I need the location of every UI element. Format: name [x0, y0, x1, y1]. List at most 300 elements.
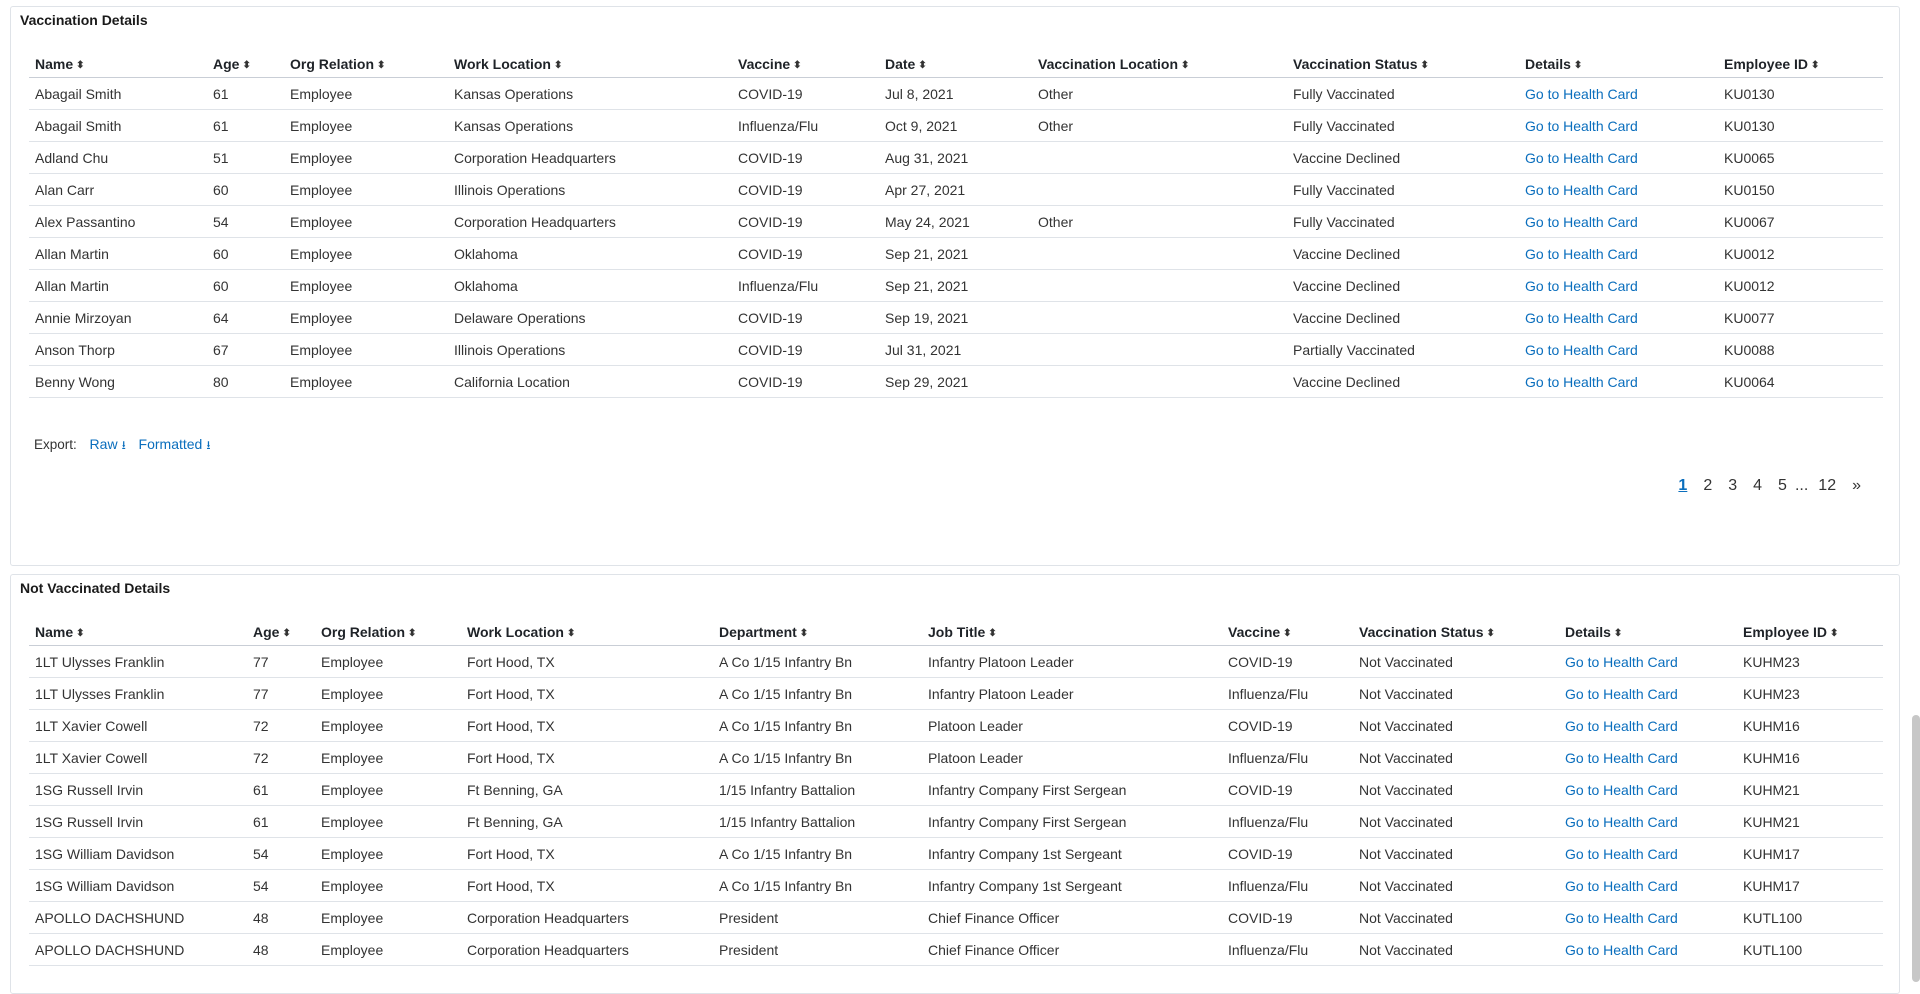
table-cell: 51 — [207, 142, 284, 174]
table-cell: 48 — [247, 934, 315, 966]
table-cell: Not Vaccinated — [1353, 774, 1559, 806]
export-formatted-label: Formatted — [138, 436, 203, 452]
table-row — [29, 366, 1883, 398]
table-cell: KU0067 — [1718, 206, 1883, 238]
table-cell: Employee — [284, 366, 448, 398]
table-cell: Employee — [315, 742, 461, 774]
table-cell: Fully Vaccinated — [1287, 78, 1519, 110]
column-header[interactable] — [247, 619, 315, 646]
table-cell: KU0130 — [1718, 78, 1883, 110]
table-cell: Sep 19, 2021 — [879, 302, 1032, 334]
table-cell: Not Vaccinated — [1353, 838, 1559, 870]
table-cell: Fort Hood, TX — [461, 710, 713, 742]
table-cell: 60 — [207, 174, 284, 206]
table-cell: Employee — [284, 206, 448, 238]
column-header-label: Name — [35, 56, 74, 72]
table-cell: Not Vaccinated — [1353, 902, 1559, 934]
table-cell: Fort Hood, TX — [461, 742, 713, 774]
table-cell: KU0012 — [1718, 270, 1883, 302]
pagination — [1670, 477, 1869, 495]
table-cell: Infantry Platoon Leader — [922, 646, 1222, 678]
table-cell: Employee — [284, 302, 448, 334]
sort-icon: ⬍ — [377, 59, 386, 71]
table-cell: Jul 8, 2021 — [879, 78, 1032, 110]
table-cell: 1/15 Infantry Battalion — [713, 806, 922, 838]
column-header[interactable] — [29, 51, 207, 78]
table-cell: Fully Vaccinated — [1287, 110, 1519, 142]
table-cell — [1032, 334, 1287, 366]
table-cell: A Co 1/15 Infantry Bn — [713, 742, 922, 774]
sort-icon: ⬍ — [799, 627, 809, 639]
health-card-link[interactable]: Go to Health Card — [1519, 270, 1718, 302]
table-cell: Fort Hood, TX — [461, 646, 713, 678]
table-cell: Other — [1032, 78, 1287, 110]
table-cell — [1032, 366, 1287, 398]
health-card-link[interactable]: Go to Health Card — [1519, 78, 1718, 110]
table-cell: 60 — [207, 238, 284, 270]
table-cell: Employee — [315, 678, 461, 710]
sort-icon: ⬍ — [1573, 59, 1583, 71]
table-cell: Employee — [284, 174, 448, 206]
table-cell: KUHM23 — [1737, 678, 1883, 710]
table-cell: A Co 1/15 Infantry Bn — [713, 838, 922, 870]
table-cell: 1LT Ulysses Franklin — [29, 678, 247, 710]
table-cell: A Co 1/15 Infantry Bn — [713, 646, 922, 678]
table-cell: Employee — [315, 774, 461, 806]
table-cell: 1SG William Davidson — [29, 870, 247, 902]
table-cell: Delaware Operations — [448, 302, 732, 334]
table-cell: 61 — [207, 110, 284, 142]
table-cell: COVID-19 — [1222, 902, 1353, 934]
pager-page[interactable]: 2 — [1703, 477, 1713, 494]
table-cell: Employee — [315, 646, 461, 678]
table-cell: Fully Vaccinated — [1287, 206, 1519, 238]
table-cell — [1032, 142, 1287, 174]
table-cell: COVID-19 — [1222, 646, 1353, 678]
table-cell: Sep 29, 2021 — [879, 366, 1032, 398]
table-cell: COVID-19 — [1222, 774, 1353, 806]
column-header-label: Work Location — [467, 624, 564, 640]
table-cell — [1032, 174, 1287, 206]
sort-icon: ⬍ — [918, 59, 927, 71]
table-cell: Alan Carr — [29, 174, 207, 206]
pager-ellipsis: ... — [1794, 477, 1809, 494]
table-cell: KUHM17 — [1737, 870, 1883, 902]
column-header[interactable] — [713, 619, 922, 646]
column-header[interactable] — [1353, 619, 1559, 646]
table-row — [29, 206, 1883, 238]
table-cell: COVID-19 — [732, 302, 879, 334]
table-cell: 1SG Russell Irvin — [29, 774, 247, 806]
sort-icon: ⬍ — [1613, 627, 1623, 639]
column-header[interactable] — [1559, 619, 1737, 646]
table-cell: KU0077 — [1718, 302, 1883, 334]
panel-title: Not Vaccinated Details — [20, 580, 171, 596]
health-card-link[interactable]: Go to Health Card — [1559, 934, 1737, 966]
table-cell: Infantry Company First Sergean — [922, 806, 1222, 838]
table-cell: Infantry Company 1st Sergeant — [922, 838, 1222, 870]
column-header-label: Name — [35, 624, 74, 640]
health-card-link[interactable]: Go to Health Card — [1559, 646, 1737, 678]
table-cell: Ft Benning, GA — [461, 774, 713, 806]
table-cell: Oklahoma — [448, 238, 732, 270]
table-row — [29, 302, 1883, 334]
table-cell: Influenza/Flu — [732, 270, 879, 302]
health-card-link[interactable]: Go to Health Card — [1559, 838, 1737, 870]
sort-icon: ⬍ — [1181, 59, 1190, 71]
table-cell: California Location — [448, 366, 732, 398]
export-formatted-link[interactable] — [139, 436, 211, 452]
health-card-link[interactable]: Go to Health Card — [1519, 174, 1718, 206]
table-cell: APOLLO DACHSHUND — [29, 902, 247, 934]
table-row — [29, 902, 1883, 934]
table-cell: Corporation Headquarters — [461, 902, 713, 934]
table-cell: 77 — [247, 678, 315, 710]
table-cell: Corporation Headquarters — [448, 206, 732, 238]
table-cell: Aug 31, 2021 — [879, 142, 1032, 174]
pager-page[interactable]: 1 — [1678, 477, 1688, 494]
table-cell: COVID-19 — [732, 334, 879, 366]
health-card-link[interactable]: Go to Health Card — [1559, 806, 1737, 838]
table-row — [29, 678, 1883, 710]
sort-icon: ⬍ — [1283, 627, 1292, 639]
table-cell: Platoon Leader — [922, 710, 1222, 742]
table-cell: Employee — [284, 110, 448, 142]
table-cell: A Co 1/15 Infantry Bn — [713, 870, 922, 902]
table-row — [29, 710, 1883, 742]
pager-next[interactable]: » — [1852, 477, 1861, 494]
table-row — [29, 142, 1883, 174]
table-cell: Employee — [315, 838, 461, 870]
table-row — [29, 742, 1883, 774]
pager-page[interactable]: 4 — [1753, 477, 1763, 494]
table-cell: Illinois Operations — [448, 174, 732, 206]
table-cell: 1LT Ulysses Franklin — [29, 646, 247, 678]
table-cell: Infantry Company First Sergean — [922, 774, 1222, 806]
table-cell: 1LT Xavier Cowell — [29, 742, 247, 774]
table-cell: 72 — [247, 742, 315, 774]
table-cell: Influenza/Flu — [732, 110, 879, 142]
table-cell: Illinois Operations — [448, 334, 732, 366]
export-raw-link[interactable] — [90, 436, 126, 452]
table-cell: Influenza/Flu — [1222, 678, 1353, 710]
table-cell: Influenza/Flu — [1222, 934, 1353, 966]
table-cell: 61 — [247, 774, 315, 806]
column-header[interactable] — [1222, 619, 1353, 646]
export-bar — [34, 436, 211, 457]
table-cell: Sep 21, 2021 — [879, 270, 1032, 302]
table-cell: Influenza/Flu — [1222, 870, 1353, 902]
column-header[interactable] — [461, 619, 713, 646]
sort-icon: ⬍ — [1811, 59, 1820, 71]
table-cell: Infantry Company 1st Sergeant — [922, 870, 1222, 902]
table-cell: Jul 31, 2021 — [879, 334, 1032, 366]
table-cell: COVID-19 — [732, 366, 879, 398]
table-cell: 64 — [207, 302, 284, 334]
table-cell: Vaccine Declined — [1287, 238, 1519, 270]
table-cell: May 24, 2021 — [879, 206, 1032, 238]
column-header[interactable] — [207, 51, 284, 78]
column-header-label: Vaccination Status — [1293, 56, 1418, 72]
table-cell: 80 — [207, 366, 284, 398]
health-card-link[interactable]: Go to Health Card — [1519, 366, 1718, 398]
table-cell: KU0088 — [1718, 334, 1883, 366]
table-cell: 1LT Xavier Cowell — [29, 710, 247, 742]
column-header-label: Vaccine — [1228, 624, 1281, 640]
health-card-link[interactable]: Go to Health Card — [1519, 142, 1718, 174]
table-cell: COVID-19 — [1222, 838, 1353, 870]
column-header[interactable] — [448, 51, 732, 78]
pager-page[interactable]: 12 — [1818, 477, 1837, 494]
table-cell: 72 — [247, 710, 315, 742]
column-header-label: Age — [213, 56, 240, 72]
panel-title: Vaccination Details — [20, 12, 148, 28]
table-cell: Employee — [284, 238, 448, 270]
column-header[interactable] — [1519, 51, 1718, 78]
table-cell: Vaccine Declined — [1287, 142, 1519, 174]
table-cell: 77 — [247, 646, 315, 678]
table-cell: 54 — [207, 206, 284, 238]
table-cell: Influenza/Flu — [1222, 742, 1353, 774]
table-cell: 60 — [207, 270, 284, 302]
table-cell: Employee — [284, 334, 448, 366]
table-row — [29, 334, 1883, 366]
table-cell: Kansas Operations — [448, 110, 732, 142]
table-cell: Employee — [315, 902, 461, 934]
column-header-label: Work Location — [454, 56, 551, 72]
table-cell: Kansas Operations — [448, 78, 732, 110]
table-cell: COVID-19 — [1222, 710, 1353, 742]
health-card-link[interactable]: Go to Health Card — [1559, 710, 1737, 742]
column-header-label: Vaccination Location — [1038, 56, 1179, 72]
table-row — [29, 774, 1883, 806]
table-cell: A Co 1/15 Infantry Bn — [713, 710, 922, 742]
sort-icon: ⬍ — [988, 627, 997, 639]
table-cell: Not Vaccinated — [1353, 678, 1559, 710]
table-cell: Abagail Smith — [29, 110, 207, 142]
sort-icon: ⬍ — [566, 627, 576, 639]
sort-icon: ⬍ — [1420, 59, 1429, 71]
table-row — [29, 174, 1883, 206]
table-cell: Not Vaccinated — [1353, 806, 1559, 838]
health-card-link[interactable]: Go to Health Card — [1519, 206, 1718, 238]
table-cell: Oklahoma — [448, 270, 732, 302]
column-header[interactable] — [284, 51, 448, 78]
column-header-label: Vaccine — [738, 56, 791, 72]
table-cell: KUHM17 — [1737, 838, 1883, 870]
table-cell: Abagail Smith — [29, 78, 207, 110]
download-icon: ⭳ — [206, 438, 211, 452]
table-cell: KU0064 — [1718, 366, 1883, 398]
table-cell: Chief Finance Officer — [922, 902, 1222, 934]
table-row — [29, 110, 1883, 142]
column-header-label: Vaccination Status — [1359, 624, 1484, 640]
table-cell: 1SG Russell Irvin — [29, 806, 247, 838]
sort-icon: ⬍ — [76, 59, 85, 71]
column-header-label: Department — [719, 624, 797, 640]
export-raw-label: Raw — [89, 436, 118, 452]
table-cell: KUTL100 — [1737, 934, 1883, 966]
table-cell: KUTL100 — [1737, 902, 1883, 934]
health-card-link[interactable]: Go to Health Card — [1519, 110, 1718, 142]
table-cell: Fort Hood, TX — [461, 838, 713, 870]
health-card-link[interactable]: Go to Health Card — [1559, 902, 1737, 934]
sort-icon: ⬍ — [282, 627, 291, 639]
table-row — [29, 934, 1883, 966]
column-header-label: Details — [1525, 56, 1571, 72]
table-cell: 1SG William Davidson — [29, 838, 247, 870]
table-cell: Platoon Leader — [922, 742, 1222, 774]
column-header[interactable] — [1737, 619, 1883, 646]
table-cell: Not Vaccinated — [1353, 646, 1559, 678]
pager-page[interactable]: 5 — [1778, 477, 1787, 494]
table-cell: 61 — [247, 806, 315, 838]
table-cell: President — [713, 902, 922, 934]
table-cell: 54 — [247, 838, 315, 870]
health-card-link[interactable]: Go to Health Card — [1559, 742, 1737, 774]
table-cell — [1032, 302, 1287, 334]
table-cell: COVID-19 — [732, 206, 879, 238]
table-cell: Fort Hood, TX — [461, 678, 713, 710]
table-cell: Apr 27, 2021 — [879, 174, 1032, 206]
column-header[interactable] — [1032, 51, 1287, 78]
table-cell: COVID-19 — [732, 174, 879, 206]
table-cell: 67 — [207, 334, 284, 366]
sort-icon: ⬍ — [1486, 627, 1495, 639]
table-row — [29, 646, 1883, 678]
table-cell: Adland Chu — [29, 142, 207, 174]
health-card-link[interactable]: Go to Health Card — [1519, 238, 1718, 270]
table-cell: Other — [1032, 206, 1287, 238]
table-cell: KUHM16 — [1737, 710, 1883, 742]
column-header[interactable] — [879, 51, 1032, 78]
table-cell: Infantry Platoon Leader — [922, 678, 1222, 710]
table-cell: 48 — [247, 902, 315, 934]
column-header-label: Age — [253, 624, 280, 640]
sort-icon: ⬍ — [553, 59, 563, 71]
pager-page[interactable]: 3 — [1728, 477, 1738, 494]
table-cell: KUHM23 — [1737, 646, 1883, 678]
table-cell: Employee — [315, 710, 461, 742]
column-header-label: Details — [1565, 624, 1611, 640]
column-header-label: Job Title — [928, 624, 986, 640]
table-cell — [1032, 270, 1287, 302]
table-cell: Vaccine Declined — [1287, 302, 1519, 334]
health-card-link[interactable]: Go to Health Card — [1519, 334, 1718, 366]
column-header-label: Org Relation — [321, 624, 406, 640]
column-header-label: Date — [885, 56, 916, 72]
table-cell: KU0012 — [1718, 238, 1883, 270]
table-cell: Annie Mirzoyan — [29, 302, 207, 334]
table-cell: Employee — [284, 270, 448, 302]
export-label: Export: — [34, 437, 77, 452]
table-row — [29, 870, 1883, 902]
table-cell: Vaccine Declined — [1287, 270, 1519, 302]
sort-icon: ⬍ — [242, 59, 251, 71]
table-cell: Anson Thorp — [29, 334, 207, 366]
table-row — [29, 238, 1883, 270]
table-cell: Not Vaccinated — [1353, 742, 1559, 774]
not-vaccinated-table — [29, 619, 1883, 966]
table-cell: COVID-19 — [732, 78, 879, 110]
table-cell: President — [713, 934, 922, 966]
sort-icon: ⬍ — [76, 627, 85, 639]
table-cell: A Co 1/15 Infantry Bn — [713, 678, 922, 710]
table-cell: Employee — [315, 934, 461, 966]
health-card-link[interactable]: Go to Health Card — [1519, 302, 1718, 334]
column-header[interactable] — [315, 619, 461, 646]
page-scrollbar[interactable] — [1912, 715, 1920, 982]
column-header[interactable] — [29, 619, 247, 646]
table-cell: Chief Finance Officer — [922, 934, 1222, 966]
table-cell — [1032, 238, 1287, 270]
table-cell: 1/15 Infantry Battalion — [713, 774, 922, 806]
sort-icon: ⬍ — [408, 627, 417, 639]
table-cell: Ft Benning, GA — [461, 806, 713, 838]
table-cell: Influenza/Flu — [1222, 806, 1353, 838]
column-header-label: Employee ID — [1743, 624, 1828, 640]
table-cell: Allan Martin — [29, 238, 207, 270]
table-cell: Employee — [315, 870, 461, 902]
table-cell: Fort Hood, TX — [461, 870, 713, 902]
table-cell: Employee — [284, 78, 448, 110]
table-cell: Fully Vaccinated — [1287, 174, 1519, 206]
table-cell: APOLLO DACHSHUND — [29, 934, 247, 966]
download-icon: ⭳ — [121, 438, 126, 452]
column-header-label: Org Relation — [290, 56, 375, 72]
table-cell: Employee — [315, 806, 461, 838]
table-cell: 61 — [207, 78, 284, 110]
health-card-link[interactable]: Go to Health Card — [1559, 870, 1737, 902]
table-cell: Not Vaccinated — [1353, 870, 1559, 902]
health-card-link[interactable]: Go to Health Card — [1559, 774, 1737, 806]
table-cell: Oct 9, 2021 — [879, 110, 1032, 142]
table-cell: Not Vaccinated — [1353, 710, 1559, 742]
vaccination-table — [29, 51, 1883, 398]
table-cell: Corporation Headquarters — [448, 142, 732, 174]
table-cell: Allan Martin — [29, 270, 207, 302]
sort-icon: ⬍ — [1830, 627, 1839, 639]
table-cell: KU0150 — [1718, 174, 1883, 206]
table-cell: KU0065 — [1718, 142, 1883, 174]
not-vaccinated-details-panel — [10, 574, 1900, 994]
table-row — [29, 270, 1883, 302]
column-header[interactable] — [1718, 51, 1883, 78]
column-header[interactable] — [1287, 51, 1519, 78]
table-cell: COVID-19 — [732, 142, 879, 174]
table-cell: Not Vaccinated — [1353, 934, 1559, 966]
table-cell: Alex Passantino — [29, 206, 207, 238]
table-cell: KUHM21 — [1737, 806, 1883, 838]
vaccination-details-panel — [10, 6, 1900, 566]
table-cell: Vaccine Declined — [1287, 366, 1519, 398]
table-cell: 54 — [247, 870, 315, 902]
column-header-label: Employee ID — [1724, 56, 1809, 72]
table-row — [29, 78, 1883, 110]
table-cell: KUHM16 — [1737, 742, 1883, 774]
table-cell: Corporation Headquarters — [461, 934, 713, 966]
table-cell: Sep 21, 2021 — [879, 238, 1032, 270]
health-card-link[interactable]: Go to Health Card — [1559, 678, 1737, 710]
table-cell: Other — [1032, 110, 1287, 142]
column-header[interactable] — [922, 619, 1222, 646]
table-row — [29, 806, 1883, 838]
table-row — [29, 838, 1883, 870]
column-header[interactable] — [732, 51, 879, 78]
table-cell: Benny Wong — [29, 366, 207, 398]
table-cell: KU0130 — [1718, 110, 1883, 142]
table-cell: Employee — [284, 142, 448, 174]
